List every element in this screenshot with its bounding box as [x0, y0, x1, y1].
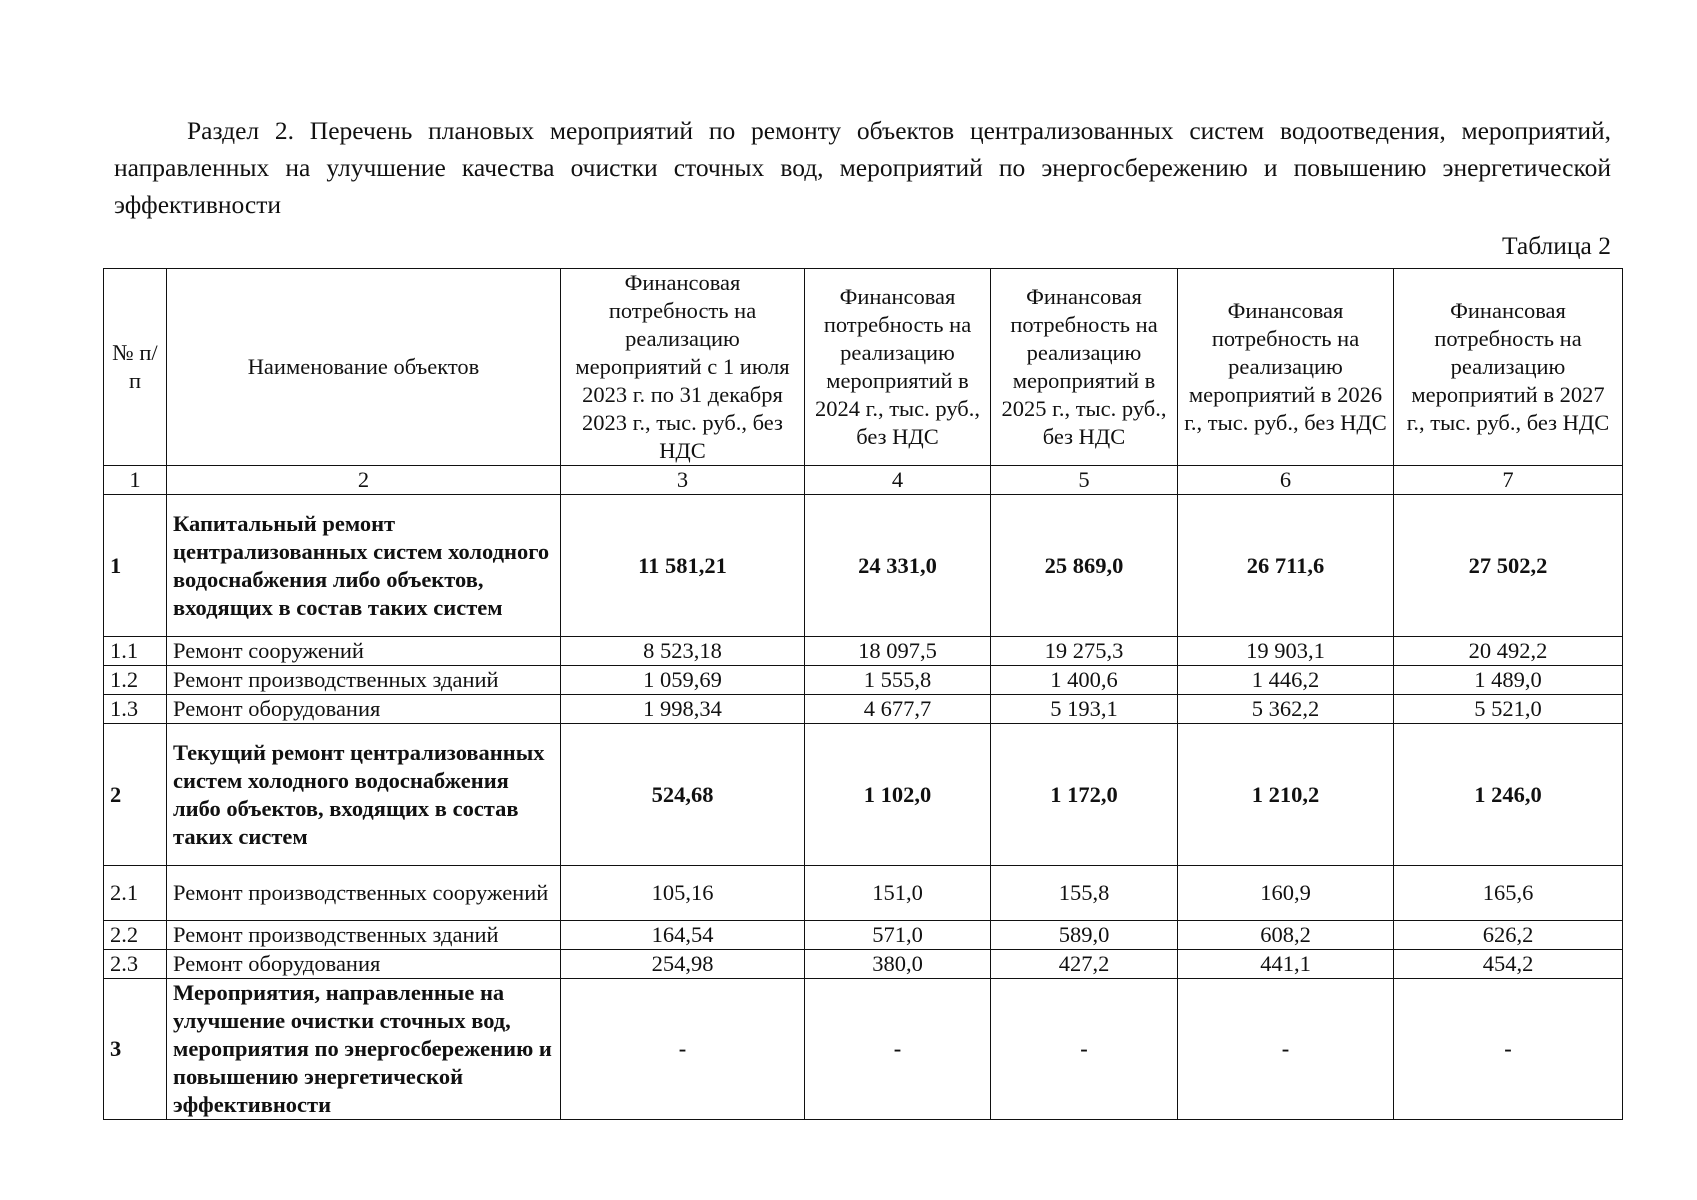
header-cell: Наименование объектов	[167, 269, 561, 466]
table-row-section	[104, 495, 1623, 637]
row-index: 1.3	[104, 695, 167, 724]
row-value: 1 102,0	[805, 724, 991, 866]
row-value: 105,16	[561, 866, 805, 921]
column-number: 2	[167, 466, 561, 495]
row-value: 626,2	[1394, 921, 1623, 950]
row-value: 18 097,5	[805, 637, 991, 666]
row-value: 380,0	[805, 950, 991, 979]
row-value: 1 246,0	[1394, 724, 1623, 866]
financial-table	[103, 268, 1623, 1120]
row-value: 24 331,0	[805, 495, 991, 637]
row-name: Ремонт сооружений	[167, 637, 561, 666]
row-index: 2.2	[104, 921, 167, 950]
column-number: 7	[1394, 466, 1623, 495]
row-value: 160,9	[1178, 866, 1394, 921]
table-row	[104, 666, 1623, 695]
row-value: 19 903,1	[1178, 637, 1394, 666]
column-number: 1	[104, 466, 167, 495]
row-value: 608,2	[1178, 921, 1394, 950]
header-cell: Финансовая потребность на реализацию мероприятий в 2027 г., тыс. руб., без НДС	[1394, 269, 1623, 466]
row-value: 5 362,2	[1178, 695, 1394, 724]
row-value: 427,2	[991, 950, 1178, 979]
row-value: 151,0	[805, 866, 991, 921]
row-value: 5 193,1	[991, 695, 1178, 724]
row-index: 1	[104, 495, 167, 637]
row-value: -	[561, 979, 805, 1120]
row-value: 1 489,0	[1394, 666, 1623, 695]
row-index: 1.2	[104, 666, 167, 695]
row-value: -	[991, 979, 1178, 1120]
row-name: Текущий ремонт централизованных систем холодного водоснабжения либо объектов, входящих в состав таких систем	[167, 724, 561, 866]
row-value: 26 711,6	[1178, 495, 1394, 637]
header-cell: Финансовая потребность на реализацию мероприятий в 2025 г., тыс. руб., без НДС	[991, 269, 1178, 466]
row-value: 1 400,6	[991, 666, 1178, 695]
row-value: 571,0	[805, 921, 991, 950]
row-value: -	[1178, 979, 1394, 1120]
row-value: 1 172,0	[991, 724, 1178, 866]
table-row	[104, 695, 1623, 724]
column-number-row	[104, 466, 1623, 495]
table-caption: Таблица 2	[1501, 231, 1611, 260]
header-row	[104, 269, 1623, 466]
row-name: Капитальный ремонт централизованных систем холодного водоснабжения либо объектов, входящих в состав таких систем	[167, 495, 561, 637]
row-value: 524,68	[561, 724, 805, 866]
row-value: 20 492,2	[1394, 637, 1623, 666]
row-value: 1 446,2	[1178, 666, 1394, 695]
row-index: 1.1	[104, 637, 167, 666]
column-number: 4	[805, 466, 991, 495]
table-row-section	[104, 979, 1623, 1120]
table-row	[104, 950, 1623, 979]
row-value: 254,98	[561, 950, 805, 979]
row-value: -	[1394, 979, 1623, 1120]
row-value: 4 677,7	[805, 695, 991, 724]
row-name: Ремонт производственных зданий	[167, 666, 561, 695]
column-number: 3	[561, 466, 805, 495]
row-name: Ремонт производственных сооружений	[167, 866, 561, 921]
table-row	[104, 637, 1623, 666]
row-value: 5 521,0	[1394, 695, 1623, 724]
row-value: 19 275,3	[991, 637, 1178, 666]
row-value: 8 523,18	[561, 637, 805, 666]
column-number: 5	[991, 466, 1178, 495]
row-value: 155,8	[991, 866, 1178, 921]
row-value: 25 869,0	[991, 495, 1178, 637]
row-value: 1 998,34	[561, 695, 805, 724]
row-value: 11 581,21	[561, 495, 805, 637]
row-index: 2.1	[104, 866, 167, 921]
row-name: Ремонт оборудования	[167, 950, 561, 979]
table-row-section	[104, 724, 1623, 866]
column-number: 6	[1178, 466, 1394, 495]
row-value: 1 059,69	[561, 666, 805, 695]
row-index: 3	[104, 979, 167, 1120]
row-name: Мероприятия, направленные на улучшение очистки сточных вод, мероприятия по энергосбережению и повышению энергетической эффективности	[167, 979, 561, 1120]
row-value: 164,54	[561, 921, 805, 950]
row-name: Ремонт оборудования	[167, 695, 561, 724]
row-value: -	[805, 979, 991, 1120]
header-cell: Финансовая потребность на реализацию мероприятий в 2024 г., тыс. руб., без НДС	[805, 269, 991, 466]
row-value: 27 502,2	[1394, 495, 1623, 637]
header-cell: Финансовая потребность на реализацию мероприятий в 2026 г., тыс. руб., без НДС	[1178, 269, 1394, 466]
row-index: 2	[104, 724, 167, 866]
row-name: Ремонт производственных зданий	[167, 921, 561, 950]
table-row	[104, 921, 1623, 950]
row-value: 589,0	[991, 921, 1178, 950]
row-value: 441,1	[1178, 950, 1394, 979]
row-value: 454,2	[1394, 950, 1623, 979]
header-cell: Финансовая потребность на реализацию мероприятий с 1 июля 2023 г. по 31 декабря 2023 г., тыс. руб., без НДС	[561, 269, 805, 466]
section-heading: Раздел 2. Перечень плановых мероприятий по ремонту объектов централизованных систем водоотведения, мероприятий, направленных на улучшение качества очистки сточных вод, мероприятий по энергосбережению и повышению энергетической эффективности	[114, 116, 1611, 219]
row-index: 2.3	[104, 950, 167, 979]
header-cell: № п/п	[104, 269, 167, 466]
row-value: 165,6	[1394, 866, 1623, 921]
row-value: 1 555,8	[805, 666, 991, 695]
table-row	[104, 866, 1623, 921]
row-value: 1 210,2	[1178, 724, 1394, 866]
